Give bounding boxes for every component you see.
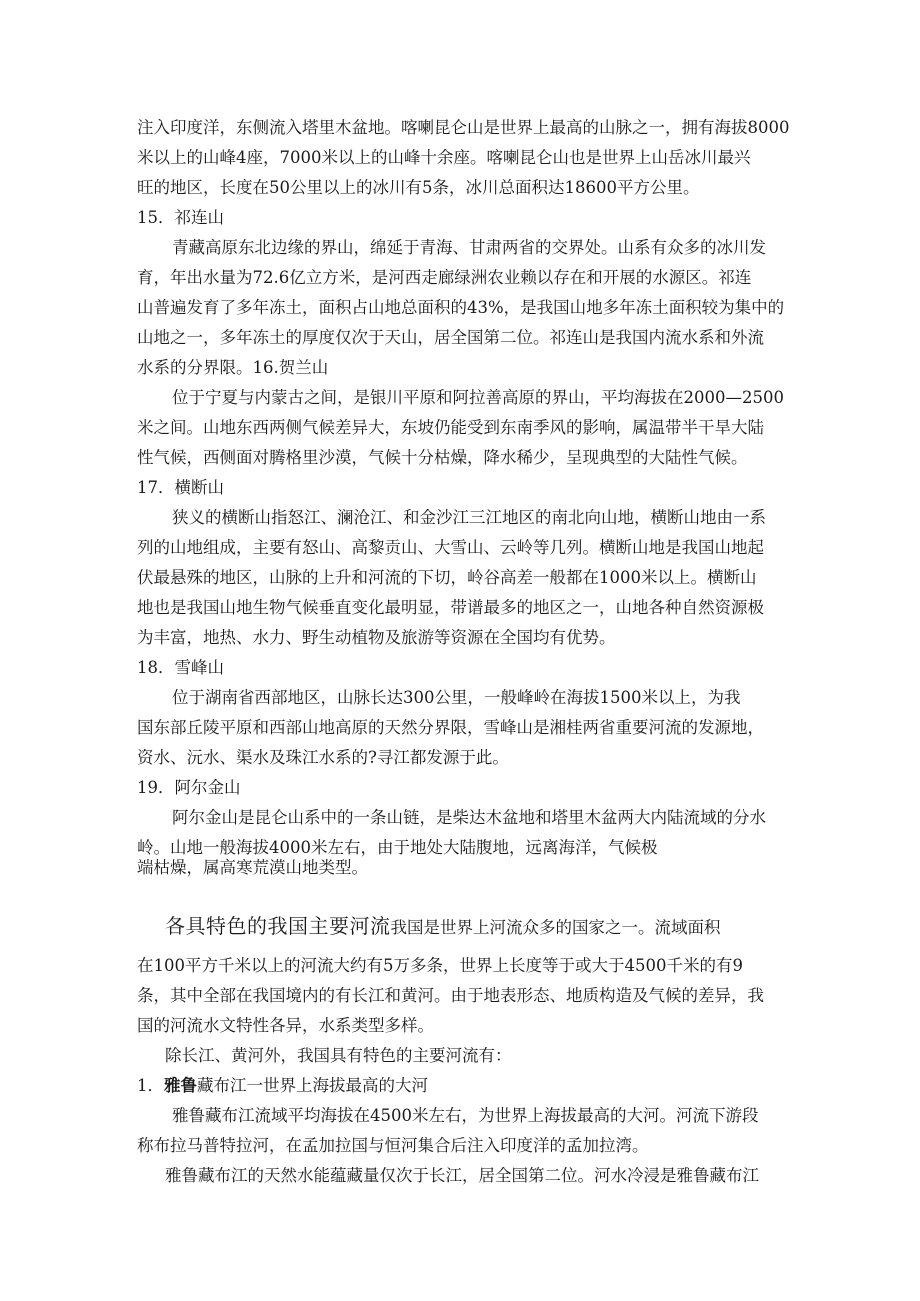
- item-number: 1．: [137, 1076, 164, 1095]
- section-heading-rivers: [165, 915, 721, 939]
- text-line: 条，其中全部在我国境内的有长江和黄河。由于地表形态、地质构造及气候的差异，我: [137, 986, 764, 1005]
- section-title: 各具特色的我国主要河流: [165, 914, 391, 938]
- text-line: 端枯燥，属高寒荒漠山地类型。: [137, 858, 368, 877]
- text-line: 雅鲁藏布江的天然水能蕴藏量仅次于长江，居全国第二位。河水冷浸是雅鲁藏布江: [165, 1166, 759, 1185]
- text-line: 资水、沅水、渠水及珠江水系的?寻江都发源于此。: [137, 748, 509, 767]
- text-line: 地也是我国山地生物气候垂直变化最明显，带谱最多的地区之一，山地各种自然资源极: [137, 598, 764, 617]
- text-line: 青藏高原东北边缘的界山，绵延于青海、甘肃两省的交界处。山系有众多的冰川发: [172, 238, 766, 257]
- text-line: 旺的地区，长度在50公里以上的冰川有5条，冰川总面积达18600平方公里。: [137, 178, 700, 197]
- text-line: 为丰富，地热、水力、野生动植物及旅游等资源在全国均有优势。: [137, 628, 616, 647]
- text-line: 注入印度洋，东侧流入塔里木盆地。喀喇昆仑山是世界上最高的山脉之一，拥有海拔8000: [137, 118, 790, 137]
- text-line: 米之间。山地东西两侧气候差异大，东坡仍能受到东南季风的影响，属温带半干旱大陆: [137, 418, 764, 437]
- text-line: 山地之一，多年冻土的厚度仅次于天山，居全国第二位。祁连山是我国内流水系和外流: [137, 328, 764, 347]
- text-line: 狭义的横断山指怒江、澜沧江、和金沙江三江地区的南北向山地，横断山地由一系: [172, 508, 766, 527]
- text-line: 称布拉马普特拉河，在孟加拉国与恒河集合后注入印度洋的孟加拉湾。: [137, 1136, 649, 1155]
- text-line: 育，年出水量为72.6亿立方米，是河西走廊绿洲农业赖以存在和开展的水源区。祁连: [137, 268, 752, 287]
- text-line: 山普遍发育了多年冻土，面积占山地总面积的43%，是我国山地多年冻土面积较为集中的: [137, 298, 785, 317]
- text-line: 除长江、黄河外，我国具有特色的主要河流有：: [165, 1046, 512, 1065]
- heading-yarlung: [137, 1075, 428, 1097]
- heading-xuefeng: 18．雪峰山: [137, 658, 224, 677]
- section-lead: 我国是世界上河流众多的国家之一。流域面积: [390, 918, 721, 937]
- item-bold-text: 雅鲁: [164, 1076, 197, 1095]
- item-title: 藏布江一世界上海拔最高的大河: [197, 1076, 428, 1095]
- text-line: 阿尔金山是昆仑山系中的一条山链，是柴达木盆地和塔里木盆两大内陆流域的分水: [172, 808, 766, 827]
- text-line: 伏最悬殊的地区，山脉的上升和河流的下切，岭谷高差一般都在1000米以上。横断山: [137, 568, 757, 587]
- heading-aerjin: 19．阿尔金山: [137, 778, 241, 797]
- text-line: 列的山地组成，主要有怒山、高黎贡山、大雪山、云岭等几列。横断山地是我国山地起: [137, 538, 764, 557]
- text-line: 岭。山地一般海拔4000米左右，由于地处大陆腹地，远离海洋，气候极: [137, 838, 658, 857]
- text-line: 国东部丘陵平原和西部山地高原的天然分界限，雪峰山是湘桂两省重要河流的发源地，: [137, 718, 764, 737]
- text-line: 国的河流水文特性各异，水系类型多样。: [137, 1016, 434, 1035]
- text-line: 雅鲁藏布江流域平均海拔在4500米左右，为世界上海拔最高的大河。河流下游段: [172, 1106, 759, 1125]
- text-line: 水系的分界限。16.贺兰山: [137, 358, 329, 377]
- text-line: 位于宁夏与内蒙古之间，是银川平原和阿拉善高原的界山，平均海拔在2000—2500: [172, 388, 784, 407]
- heading-qilian: 15．祁连山: [137, 208, 224, 227]
- text-line: 位于湖南省西部地区，山脉长达300公里，一般峰岭在海拔1500米以上，为我: [172, 688, 741, 707]
- text-line: 在100平方千米以上的河流大约有5万多条，世界上长度等于或大于4500千米的有9: [137, 956, 743, 975]
- heading-hengduan: 17．横断山: [137, 478, 224, 497]
- text-line: 米以上的山峰4座，7000米以上的山峰十余座。喀喇昆仑山也是世界上山岳冰川最兴: [137, 148, 751, 167]
- text-line: 性气候，西侧面对腾格里沙漠，气候十分枯燥，降水稀少，呈现典型的大陆性气候。: [137, 448, 748, 467]
